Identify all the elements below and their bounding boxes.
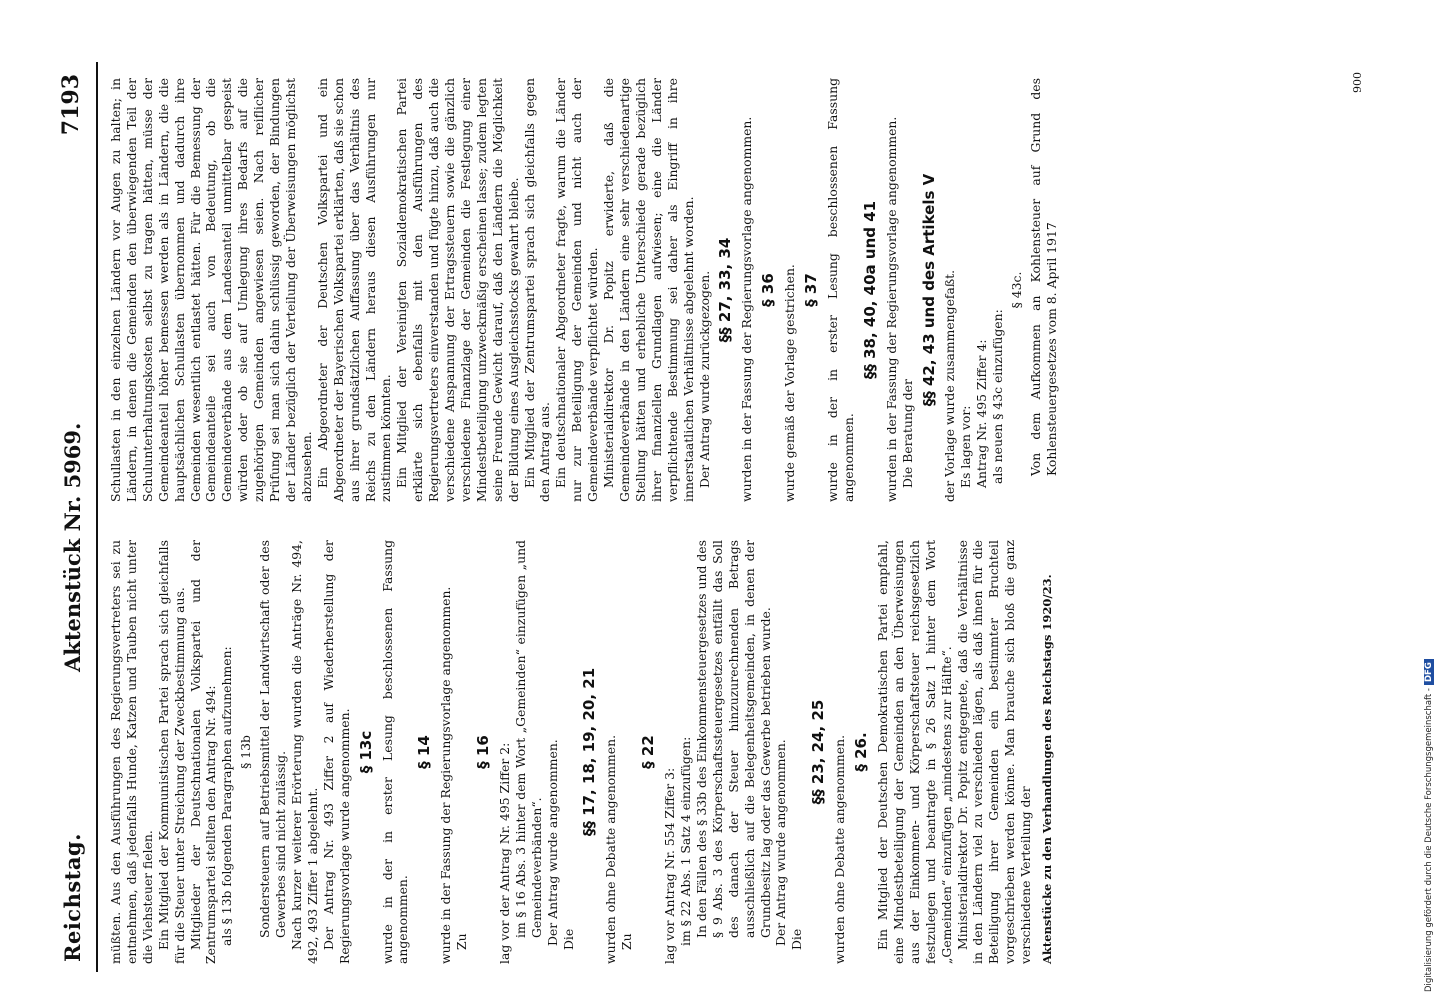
paragraph: Antrag Nr. 495 Ziffer 4: xyxy=(974,339,990,488)
paragraph: Ein deutschnationaler Abgeordneter fragte, warum die Länder nur zur Beteiligung der Gemeinden und nicht auch der Gemeindeverbände verpflichtet würden. xyxy=(553,78,601,502)
paragraph: wurden in der Fassung der Regierungsvorlage angenommen. xyxy=(739,116,755,502)
header-rule xyxy=(96,62,98,972)
paragraph: Ministerialdirektor Dr. Popitz entgegnete, daß die Verhältnisse in den Ländern viel zu verschieden lägen, als daß ihnen für die Beteiligung ihrer Gemeinden ein bestimmter Bruchteil vorgeschrieben werden könne. Man brauche sich bloß die ganz verschiedene Verteilung der xyxy=(954,540,1034,964)
paragraph: wurde gemäß der Vorlage gestrichen. xyxy=(782,264,798,502)
paragraph: Ein Abgeordneter der Deutschen Volkspartei und ein Abgeordneter der Bayerischen Volkspartei erklärten, daß sie schon aus ihrer grundsätzlichen Auffassung über das Verhältnis des Reichs zu den Ländern heraus diesen Ausführungen nur zustimmen könnten. xyxy=(314,78,394,502)
header-left: Reichstag. xyxy=(60,833,85,962)
paragraph: Die xyxy=(789,928,805,950)
section-heading: § 36 xyxy=(759,273,778,307)
page-number: 7193 xyxy=(58,74,84,136)
paragraph: Mitglieder der Deutschnationalen Volkspartei und der Zentrumspartei stellten den Antrag Nr. 494: xyxy=(187,540,219,964)
paragraph: Die Beratung der xyxy=(899,379,915,488)
paragraph-label: § 43c. xyxy=(1009,271,1025,309)
paragraph: als § 13b folgenden Paragraphen aufzunehmen: xyxy=(219,646,235,946)
paragraph: wurden in der Fassung der Regierungsvorlage angenommen. xyxy=(883,116,899,502)
paragraph: der Vorlage wurde zusammengefaßt. xyxy=(942,269,958,502)
paragraph: In den Fällen des § 33b des Einkommensteuergesetzes und des § 9 Abs. 3 des Körperschaftssteuergesetzes entfällt das Soll des danach der Steuer hinzuzurechnenden Betrags ausschließlich auf die Belegenheitsgemeinden, in denen der Grundbesitz lag oder das Gewerbe betrieben wurde. xyxy=(693,540,773,938)
paragraph: Schullasten in den einzelnen Ländern vor Augen zu halten; in Ländern, in denen die Gemeinden den überwiegenden Teil der Schulunterhaltungskosten selbst zu tragen hätten, müsse der Gemeindeanteil höher bemessen werden als in Ländern, die die hauptsächlichen Schullasten übernommen und dadurch ihre Gemeinden wesentlich entlastet hätten. Für die Bemessung der Gemeindeanteile sei auch von Bedeutung, ob die Gemeindeverbände aus dem Landesanteil unmittelbar gespeist würden oder ob sie auf Umlegung ihres Bedarfs auf die zugehörigen Gemeinden angewiesen seien. Nach reiflicher Prüfung sei man sich dahin schlüssig geworden, der Bindungen der Länder bezüglich der Verteilung der Überweisungen möglichst abzusehen. xyxy=(108,78,314,502)
paragraph: Sondersteuern auf Betriebsmittel der Landwirtschaft oder des Gewerbes sind nicht zulässig. xyxy=(257,540,289,938)
section-heading: §§ 27, 33, 34 xyxy=(716,237,735,343)
section-heading: §§ 42, 43 und des Artikels V xyxy=(919,173,938,407)
paragraph: wurde in der Fassung der Regierungsvorlage angenommen. xyxy=(438,586,454,964)
paragraph: wurde in der in erster Lesung beschlossenen Fassung angenommen. xyxy=(379,540,411,964)
paragraph: im § 16 Abs. 3 hinter dem Wort „Gemeinden“ einzufügen „und Gemeindeverbänden“. xyxy=(512,540,544,938)
paragraph: Von dem Aufkommen an Kohlensteuer auf Grund des Kohlensteuergesetzes vom 8. April 1917 xyxy=(1027,78,1059,476)
right-column xyxy=(108,78,1060,502)
section-heading: § 37 xyxy=(802,273,821,307)
paragraph: wurden ohne Debatte angenommen. xyxy=(603,734,619,964)
document-page xyxy=(52,62,1370,972)
section-heading: §§ 23, 24, 25 xyxy=(809,699,828,805)
paragraph: müßten. Aus den Ausführungen des Regierungsvertreters sei zu entnehmen, daß jedenfalls Hunde, Katzen und Tauben nicht unter die Viehsteuer fielen. xyxy=(108,540,155,964)
paragraph: Der Antrag wurde angenommen. xyxy=(773,739,789,946)
paragraph: lag vor Antrag Nr. 554 Ziffer 3: xyxy=(662,767,678,964)
paragraph: Ein Mitglied der Kommunistischen Partei sprach sich gleichfalls für die Steuer unter Streichung der Zweckbestimmung aus. xyxy=(155,540,187,964)
paragraph: Ein Mitglied der Deutschen Demokratischen Partei empfahl, eine Mindestbeteiligung der Gemeinden an den Überweisungen aus der Einkommen- und Körperschaftsteuer reichsgesetzlich festzulegen und beantragte in § 26 Satz 1 hinter dem Wort „Gemeinden“ einzufügen „mindestens zur Hälfte“. xyxy=(874,540,954,964)
footer-note: Aktenstücke zu den Verhandlungen des Reichstags 1920/23. xyxy=(1040,574,1055,964)
section-heading: § 16 xyxy=(474,735,493,769)
paragraph: Zu xyxy=(619,933,635,950)
paragraph: im § 22 Abs. 1 Satz 4 einzufügen: xyxy=(678,736,693,946)
section-heading: § 26. xyxy=(852,732,871,772)
dfg-logo: DFG xyxy=(1424,659,1434,685)
section-heading: § 14 xyxy=(415,735,434,769)
section-heading: § 22 xyxy=(639,735,658,769)
paragraph-label: § 13b xyxy=(238,735,254,769)
paragraph: Es lagen vor: xyxy=(958,405,974,488)
header-center: Aktenstück Nr. 5969. xyxy=(60,422,85,672)
paragraph: Nach kurzer weiterer Erörterung wurden die Anträge Nr. 494, 492, 493 Ziffer 1 abgelehnt. xyxy=(288,540,320,964)
paragraph: Ein Mitglied der Zentrumspartei sprach sich gleichfalls gegen den Antrag aus. xyxy=(521,78,553,502)
section-heading: §§ 38, 40, 40a und 41 xyxy=(860,200,879,380)
section-heading: §§ 17, 18, 19, 20, 21 xyxy=(580,667,599,837)
paragraph: wurde in der in erster Lesung beschlossenen Fassung angenommen. xyxy=(824,78,856,502)
paragraph: Der Antrag wurde zurückgezogen. xyxy=(696,270,712,488)
section-heading: § 13c xyxy=(356,730,375,774)
paragraph: Ein Mitglied der Vereinigten Sozialdemokratischen Partei erklärte sich ebenfalls mit den Ausführungen des Regierungsvertreters einverstanden und fügte hinzu, daß auch die verschiedene Anspannung der Ertragssteuern sowie die gänzlich verschiedene Finanzlage der Gemeinden die Festlegung einer Mindestbeteiligung unzweckmäßig erscheinen lasse; zudem legten seine Freunde Gewicht darauf, daß den Ländern die Möglichkeit der Bildung eines Ausgleichsstocks gewahrt bleibe. xyxy=(394,78,521,502)
paragraph: lag vor der Antrag Nr. 495 Ziffer 2: xyxy=(496,742,512,964)
paragraph: Der Antrag Nr. 493 Ziffer 2 auf Wiederherstellung der Regierungsvorlage wurde angenommen. xyxy=(320,540,352,964)
paragraph: Die xyxy=(560,928,576,950)
paragraph: Ministerialdirektor Dr. Popitz erwiderte, daß die Gemeindeverbände in den Ländern eine sehr verschiedenartige Stellung hätten und erhebliche Unterschiede gerade bezüglich ihrer finanziellen Grundlagen aufwiesen; eine die Länder verpflichtende Bestimmung sei daher als Eingriff in ihre innerstaatlichen Verhältnisse abgelehnt worden. xyxy=(601,78,696,502)
left-column xyxy=(108,540,1056,964)
paragraph: als neuen § 43c einzufügen: xyxy=(990,309,1006,484)
funding-note xyxy=(1424,659,1434,992)
signature-mark: 900 xyxy=(1351,72,1364,93)
paragraph: Zu xyxy=(454,933,470,950)
paragraph: wurden ohne Debatte angenommen. xyxy=(832,734,848,964)
page-header xyxy=(52,62,100,972)
paragraph: Der Antrag wurde angenommen. xyxy=(544,739,560,946)
funding-text: Digitalisierung gefördert durch die Deutsche Forschungsgemeinschaft - xyxy=(1424,688,1434,992)
